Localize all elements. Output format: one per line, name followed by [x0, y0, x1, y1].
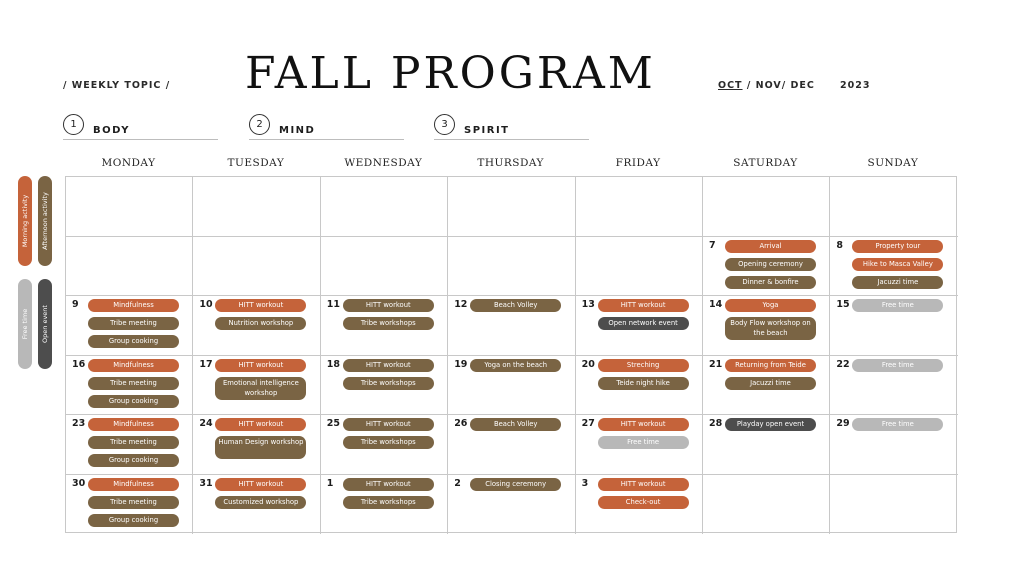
date-number: 14 [709, 299, 723, 310]
date-number: 3 [581, 477, 589, 489]
calendar-cell[interactable] [321, 237, 448, 297]
event-afternoon[interactable]: Human Design workshop [215, 436, 306, 459]
date-number: 28 [709, 418, 723, 429]
topic-spirit [434, 114, 589, 140]
event-afternoon[interactable]: Tribe workshops [343, 496, 434, 509]
calendar-cell[interactable] [321, 475, 448, 535]
event-morning[interactable]: Arrival [725, 240, 816, 253]
event-afternoon[interactable]: Emotional intelligence workshop [215, 377, 306, 400]
calendar-cell[interactable] [448, 296, 575, 356]
page-title: FALL PROGRAM [245, 48, 656, 99]
calendar-cell[interactable] [703, 356, 830, 416]
date-number: 16 [72, 358, 86, 370]
date-number: 10 [199, 299, 213, 310]
month-selector [718, 80, 815, 91]
calendar-cell[interactable] [66, 177, 193, 237]
calendar-cell[interactable] [193, 356, 320, 416]
event-morning[interactable]: Mindfulness [88, 418, 179, 431]
event-morning[interactable]: Check-out [598, 496, 689, 509]
date-number: 25 [326, 418, 341, 429]
day-header-saturday: SATURDAY [733, 157, 798, 169]
legend-open-event [38, 279, 52, 369]
calendar-cell[interactable] [321, 356, 448, 416]
event-free[interactable]: Free time [598, 436, 689, 449]
calendar-cell[interactable] [576, 475, 703, 535]
event-afternoon[interactable]: Customized workshop [215, 496, 306, 509]
event-afternoon[interactable]: Group cooking [88, 514, 179, 527]
calendar-cell[interactable] [193, 475, 320, 535]
calendar-cell[interactable] [448, 177, 575, 237]
event-morning[interactable]: Mindfulness [88, 359, 179, 372]
calendar-cell[interactable] [321, 415, 448, 475]
months-rest: / NOV/ DEC [742, 80, 815, 91]
event-afternoon[interactable]: Jacuzzi time [725, 377, 816, 390]
date-number: 7 [709, 239, 716, 251]
date-number: 8 [836, 239, 844, 251]
event-free[interactable]: Free time [852, 299, 943, 312]
topic-mind [249, 114, 404, 140]
event-afternoon[interactable]: Dinner & bonfire [725, 276, 816, 289]
topic-number: 1 [63, 114, 84, 135]
event-morning[interactable]: Returning from Teide [725, 359, 816, 372]
date-number: 21 [709, 358, 723, 370]
calendar-cell[interactable] [66, 296, 193, 356]
calendar-cell[interactable] [576, 296, 703, 356]
calendar-cell[interactable] [576, 356, 703, 416]
event-morning[interactable]: Mindfulness [88, 299, 179, 312]
event-afternoon[interactable]: Tribe meeting [88, 496, 179, 509]
day-header-thursday: THURSDAY [477, 157, 544, 169]
event-afternoon[interactable]: HITT workout [343, 418, 434, 431]
date-number: 26 [454, 418, 468, 429]
date-number: 23 [72, 418, 86, 429]
event-morning[interactable]: HITT workout [215, 359, 306, 372]
event-morning[interactable]: Property tour [852, 240, 943, 253]
calendar-cell[interactable] [448, 237, 575, 297]
event-afternoon[interactable]: Yoga on the beach [470, 359, 561, 372]
day-header-friday: FRIDAY [615, 157, 661, 169]
event-free[interactable]: Free time [852, 359, 943, 372]
calendar-cell[interactable] [703, 237, 830, 297]
calendar-cell[interactable] [193, 415, 320, 475]
date-number: 20 [581, 358, 595, 370]
topic-body [63, 114, 218, 140]
date-number: 15 [836, 299, 850, 310]
date-number: 11 [326, 299, 341, 310]
date-number: 9 [72, 299, 79, 310]
date-number: 29 [836, 418, 850, 429]
event-afternoon[interactable]: Teide night hike [598, 377, 689, 390]
legend-label: Afternoon activity [41, 192, 49, 250]
legend-label: Free time [21, 308, 29, 340]
legend-label: Morning activity [21, 194, 29, 248]
calendar-cell[interactable] [321, 177, 448, 237]
event-afternoon[interactable]: Nutrition workshop [215, 317, 306, 330]
calendar-cell[interactable] [66, 415, 193, 475]
legend-free-time [18, 279, 32, 369]
calendar-cell[interactable] [830, 415, 957, 475]
calendar-cell[interactable] [703, 177, 830, 237]
date-number: 30 [72, 477, 86, 489]
calendar-cell[interactable] [830, 356, 957, 416]
topic-label: SPIRIT [464, 125, 510, 136]
calendar-cell[interactable] [321, 296, 448, 356]
date-number: 18 [326, 358, 341, 370]
event-morning[interactable]: Yoga [725, 299, 816, 312]
calendar-cell[interactable] [576, 237, 703, 297]
day-header-wednesday: WEDNESDAY [344, 157, 423, 169]
year-label: 2023 [840, 80, 871, 91]
calendar-cell[interactable] [66, 237, 193, 297]
date-number: 12 [454, 299, 468, 310]
event-afternoon[interactable]: Group cooking [88, 454, 179, 467]
date-number: 2 [454, 477, 461, 489]
event-afternoon[interactable]: Beach Volley [470, 299, 561, 312]
topic-label: BODY [93, 125, 130, 136]
event-afternoon[interactable]: Closing ceremony [470, 478, 561, 491]
legend-label: Open event [41, 305, 49, 343]
date-number: 27 [581, 418, 595, 429]
calendar-cell[interactable] [448, 475, 575, 535]
date-number: 17 [199, 358, 213, 370]
calendar-cell[interactable] [703, 296, 830, 356]
calendar-cell[interactable] [703, 415, 830, 475]
legend-afternoon-activity [38, 176, 52, 266]
event-afternoon[interactable]: Tribe workshops [343, 377, 434, 390]
event-afternoon[interactable]: HITT workout [343, 359, 434, 372]
event-afternoon[interactable]: Tribe meeting [88, 436, 179, 449]
topic-number: 2 [249, 114, 270, 135]
event-morning[interactable]: HITT workout [215, 299, 306, 312]
event-afternoon[interactable]: Tribe meeting [88, 317, 179, 330]
date-number: 1 [326, 477, 334, 489]
legend-morning-activity [18, 176, 32, 266]
event-morning[interactable]: Hike to Masca Valley [852, 258, 943, 271]
calendar-cell[interactable] [193, 177, 320, 237]
event-afternoon[interactable]: HITT workout [343, 299, 434, 312]
event-morning[interactable]: HITT workout [215, 478, 306, 491]
date-number: 24 [199, 418, 213, 429]
event-morning[interactable]: HITT workout [215, 418, 306, 431]
event-morning[interactable]: HITT workout [598, 478, 689, 491]
day-header-tuesday: TUESDAY [227, 157, 285, 169]
event-free[interactable]: Free time [852, 418, 943, 431]
calendar-cell[interactable] [576, 177, 703, 237]
date-number: 13 [581, 299, 595, 310]
event-afternoon[interactable]: Opening ceremony [725, 258, 816, 271]
event-afternoon[interactable]: Body Flow workshop on the beach [725, 317, 816, 340]
event-afternoon[interactable]: Tribe meeting [88, 377, 179, 390]
calendar-cell[interactable] [830, 296, 957, 356]
event-morning[interactable]: Mindfulness [88, 478, 179, 491]
topic-label: MIND [279, 125, 316, 136]
event-morning[interactable]: HITT workout [598, 299, 689, 312]
calendar-cell[interactable] [448, 356, 575, 416]
event-afternoon[interactable]: Group cooking [88, 395, 179, 408]
calendar-cell[interactable] [193, 296, 320, 356]
calendar-cell[interactable] [66, 475, 193, 535]
event-afternoon[interactable]: Beach Volley [470, 418, 561, 431]
event-open[interactable]: Playday open event [725, 418, 816, 431]
day-header-monday: MONDAY [101, 157, 156, 169]
event-morning[interactable]: HITT workout [598, 418, 689, 431]
date-number: 22 [836, 358, 850, 370]
calendar-cell[interactable] [66, 356, 193, 416]
weekly-topic-label: / WEEKLY TOPIC / [63, 80, 171, 91]
calendar-grid [65, 176, 957, 533]
event-morning[interactable]: Streching [598, 359, 689, 372]
calendar-cell[interactable] [830, 177, 957, 237]
event-open[interactable]: Open network event [598, 317, 689, 330]
calendar-cell[interactable] [703, 475, 830, 535]
month-oct[interactable]: OCT [718, 80, 743, 91]
event-afternoon[interactable]: Jacuzzi time [852, 276, 943, 289]
event-afternoon[interactable]: Tribe workshops [343, 317, 434, 330]
calendar-cell[interactable] [448, 415, 575, 475]
day-header-sunday: SUNDAY [867, 157, 919, 169]
calendar-cell[interactable] [830, 475, 957, 535]
event-afternoon[interactable]: Tribe workshops [343, 436, 434, 449]
calendar-cell[interactable] [576, 415, 703, 475]
topic-number: 3 [434, 114, 455, 135]
event-afternoon[interactable]: HITT workout [343, 478, 434, 491]
calendar-cell[interactable] [830, 237, 957, 297]
date-number: 31 [199, 477, 213, 489]
date-number: 19 [454, 358, 468, 370]
calendar-cell[interactable] [193, 237, 320, 297]
event-afternoon[interactable]: Group cooking [88, 335, 179, 348]
